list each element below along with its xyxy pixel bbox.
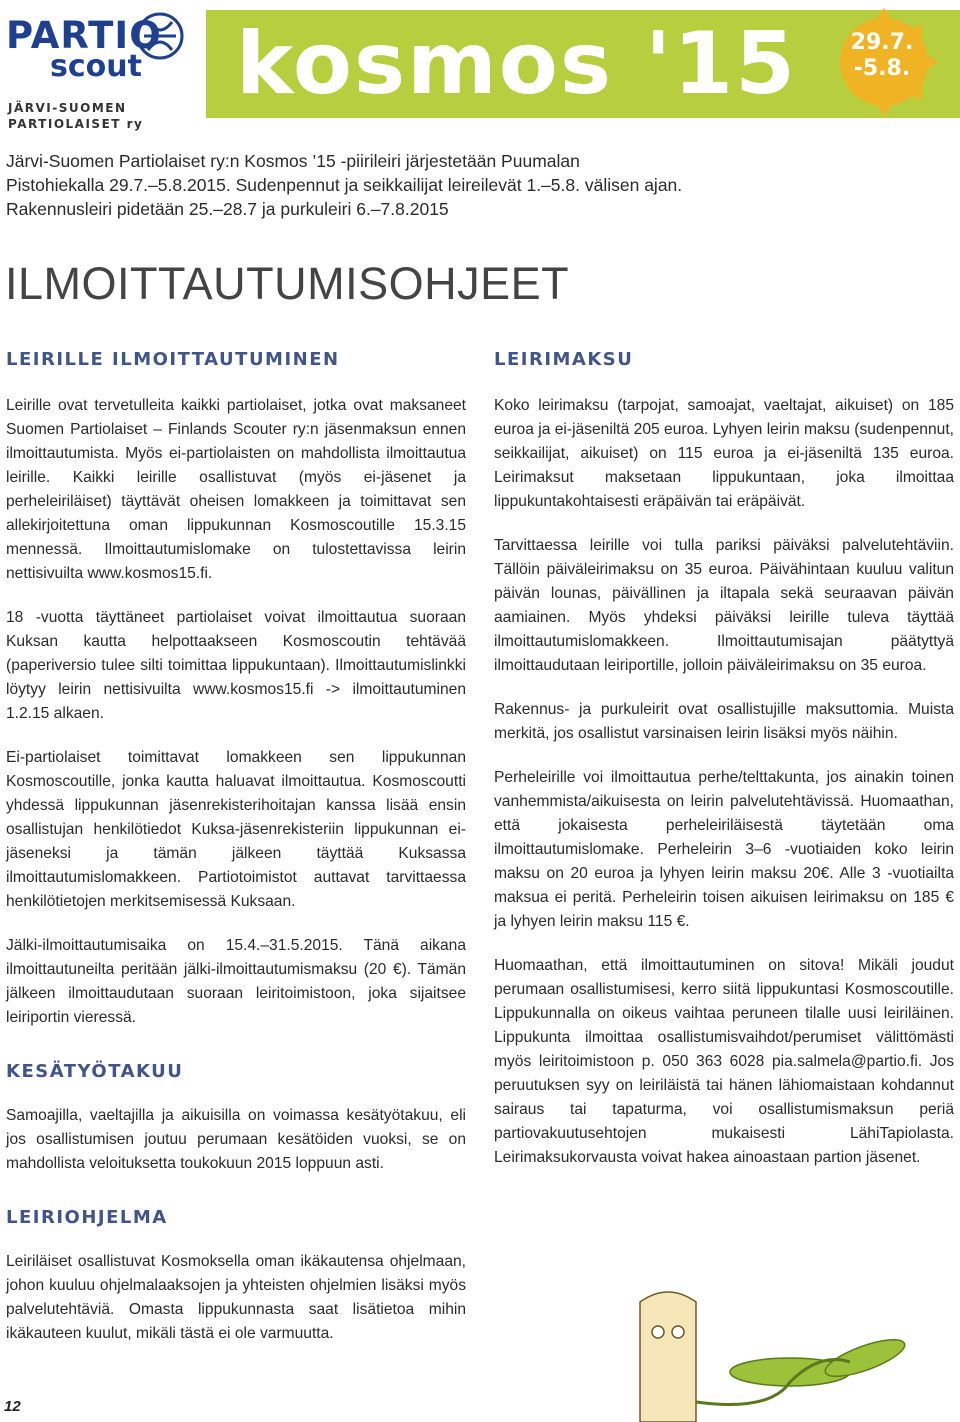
section-heading-summer-job-guarantee: KESÄTYÖTAKUU — [6, 1061, 184, 1082]
scout-emblem-icon — [130, 2, 190, 82]
paragraph: 18 -vuotta täyttäneet partiolaiset voivat ilmoittautua suoraan Kuksan kautta helpottaakseen Kosmoscoutin tehtävää (paperiversio tulee silti toimittaa lippukuntaan). Ilmoittautumislinkki löytyy leirin nettisivuilta www.kosmos15.fi -> ilmoittautuminen 1.2.15 alkaen. — [6, 609, 466, 722]
paragraph: Huomaathan, että ilmoittautuminen on sitova! Mikäli joudut perumaan osallistumisesi, kerro siitä lippukuntasi Kosmoscoutille. Lippukunnalla on oikeus vaihtaa peruneen tilalle uusi leiriläinen. Lippukunta ilmoittaa osallistumisvaihdot/perumiset välittömästi myös leiritoimistoon p. 050 363 6028 pia.salmela@partio.fi. Jos peruutuksen syy on leiriläistä tai hänen lähiomaistaan kohdannut sairaus tai tapaturma, voi osallistumismaksun periä partiovakuutusehtojen mukaisesti LähiTapiolasta. Leirimaksukorvausta voivat hakea ainoastaan partion jäsenet. — [494, 957, 954, 1166]
logo-district-line1: JÄRVI-SUOMEN — [8, 101, 127, 115]
paragraph: Koko leirimaksu (tarpojat, samoajat, vaeltajat, aikuiset) on 185 euroa ja ei-jäseniltä 205 euroa. Lyhyen leirin maksu (sudenpennut, seikkailijat, aikuiset) on 115 euroa ja ei-jäseniltä 135 euroa. Leirimaksut maksetaan lippukuntaan, joka ilmoittaa lippukuntakohtaisesti eräpäivän tai eräpäivät. — [494, 397, 954, 510]
paragraph: Samoajilla, vaeltajilla ja aikuisilla on voimassa kesätyötakuu, eli jos osallistumisen joutuu perumaan kesätöiden vuoksi, se on mahdollista veloituksetta toukokuun 2015 loppuun asti. — [6, 1107, 466, 1172]
page-title: ILMOITTAUTUMISOHJEET — [5, 258, 570, 309]
paragraph: Jälki-ilmoittautumisaika on 15.4.–31.5.2015. Tänä aikana ilmoittautuneilta peritään jälki-ilmoittautumismaksu (20 €). Tämän jälkeen ilmoittaudutaan suoraan leiritoimistoon, joka sijaitsee leiriportin vieressä. — [6, 937, 466, 1026]
paragraph: Tarvittaessa leirille voi tulla pariksi päiväksi palvelutehtäviin. Tällöin päiväleirimaksu on 35 euroa. Päivähintaan kuuluu valitun päivän lounas, päivällinen ja iltapala sekä seuraavan päivän aamiainen. Myös yhdeksi päiväksi leirille tuleva täyttää ilmoittautumislomakkeen. Ilmoittautumisajan päätyttyä ilmoittaudutaan leiriportille, jolloin päiväleirimaksu on 35 euroa. — [494, 537, 954, 674]
intro-line: Pistohiekalla 29.7.–5.8.2015. Sudenpennut ja seikkailijat leireilevät 1.–5.8. välisen ajan. — [6, 175, 683, 195]
paragraph: Ei-partiolaiset toimittavat lomakkeen sen lippukunnan Kosmoscoutille, jonka kautta haluavat ilmoittautua. Kosmoscoutti yhdessä lippukunnan jäsenrekisterihoitajan kanssa lisää ensin osallistujan henkilötiedot Kuksa-jäsenrekisteriin lippukunnan ei-jäseneksi ja tämän jälkeen täyttää Kuksassa ilmoittautumislomakkeen. Partiotoimistot auttavat tarvittaessa henkilötietojen merkitsemisessä Kuksaan. — [6, 749, 466, 910]
page-number: 12 — [4, 1398, 21, 1415]
event-date — [842, 30, 922, 82]
intro-line: Järvi-Suomen Partiolaiset ry:n Kosmos ’15 -piirileiri järjestetään Puumalan — [6, 151, 580, 171]
right-column — [494, 348, 954, 1170]
paragraph: Perheleirille voi ilmoittautua perhe/telttakunta, jos ainakin toinen vanhemmista/aikuisesta on leirin palvelutehtävissä. Huomaathan, että jokaisesta perheleiriläisestä täytetään oma ilmoittautumislomake. Perheleirin 3–6 -vuotiaiden koko leirin maksu on 20 euroa ja lyhyen leirin maksu 20€. Alle 3 -vuotiailta maksua ei peritä. Perheleirin toisen aikuisen leirimaksu on 185 € ja lyhyen leirin maksu 115 €. — [494, 769, 954, 930]
section-heading-camp-program: LEIRIOHJELMA — [6, 1207, 168, 1228]
logo-district-text — [8, 100, 143, 132]
intro-text — [6, 149, 946, 221]
event-date-start: 29.7. — [850, 30, 914, 55]
left-column — [6, 348, 466, 1346]
logo-district-line2: PARTIOLAISET ry — [8, 117, 144, 131]
logo-partio-text: PARTIO — [6, 14, 162, 57]
paragraph: Rakennus- ja purkuleirit ovat osallistujille maksuttomia. Muista merkitä, jos osallistut varsinaisen leirin lisäksi myös näihin. — [494, 701, 954, 742]
paragraph: Leirille ovat tervetulleita kaikki partiolaiset, jotka ovat maksaneet Suomen Partiolaiset – Finlands Scouter ry:n jäsenmaksun ennen ilmoittautumista. Myös ei-partiolaisten on mahdollista ilmoittautua leirille. Kaikki leirille osallistuvat (myös ei-jäsenet ja perheleiriläiset) täyttävät oheisen lomakkeen ja toimittavat sen allekirjoitettuna oman lippukunnan Kosmoscoutille 15.3.15 mennessä. Ilmoittautumislomake on tulostettavissa leirin nettisivuilta www.kosmos15.fi. — [6, 397, 466, 582]
section-heading-camp-fee: LEIRIMAKSU — [494, 349, 634, 370]
event-date-end: -5.8. — [853, 56, 911, 81]
logo-scout-text: scout — [50, 49, 142, 84]
section-heading-registration: LEIRILLE ILMOITTAUTUMINEN — [6, 349, 340, 370]
paragraph: Leiriläiset osallistuvat Kosmoksella oman ikäkautensa ohjelmaan, johon kuuluu ohjelmalaaksojen ja yhteisten ohjelmien lisäksi myös palvelutehtäviä. Omasta lippukunnasta saat lisätietoa mihin ikäkauteen kuulut, mikäli tästä ei ole varmuutta. — [6, 1253, 466, 1342]
intro-line: Rakennusleiri pidetään 25.–28.7 ja purkuleiri 6.–7.8.2015 — [6, 199, 449, 219]
banner-title: kosmos '15 — [236, 14, 797, 114]
plant-creature-illustration — [490, 1262, 960, 1422]
